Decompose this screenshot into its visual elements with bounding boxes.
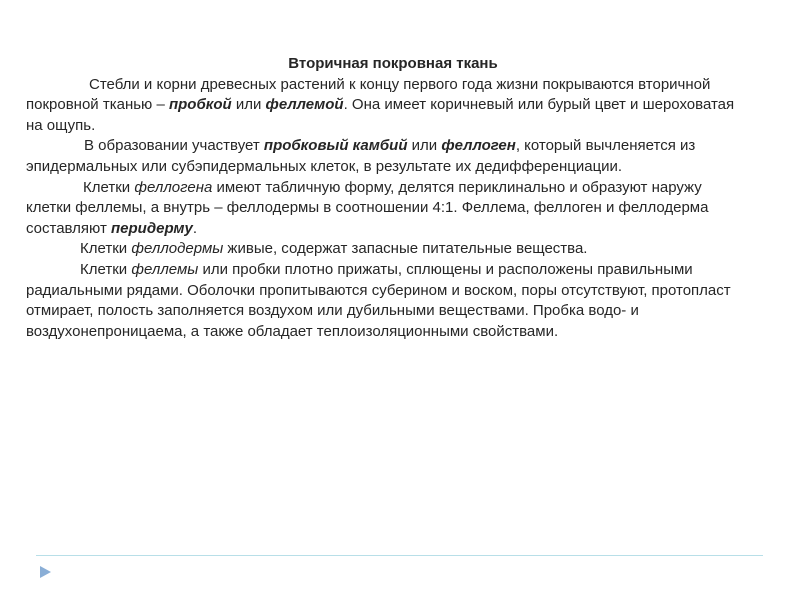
paragraph-2-text-e: , который вычленяется из эпидермальных или субэпидермальных клеток, в результате их дедифференциации. bbox=[26, 137, 696, 175]
paragraph-5-text-a: Клетки bbox=[80, 260, 132, 278]
triangle-right-icon bbox=[40, 566, 51, 578]
paragraph-4 bbox=[26, 239, 746, 260]
paragraph-1-text-c: или bbox=[231, 96, 266, 114]
paragraph-3-text-a: Клетки bbox=[83, 178, 135, 196]
paragraph-3-text-c: имеют табличную форму, делятся периклинально и образуют наружу клетки феллемы, а внутрь – феллодермы в соотношении 4:1. Феллема, феллоген и феллодерма составляют bbox=[26, 178, 709, 237]
term-fellemy: феллемы bbox=[131, 260, 199, 278]
paragraph-1-text-a: Стебли и корни древесных растений к концу первого года жизни покрываются вторичной покровной тканью – bbox=[26, 75, 711, 114]
slide-text bbox=[26, 54, 746, 342]
paragraph-1 bbox=[26, 75, 746, 137]
paragraph-1-text-e: . Она имеет коричневый или бурый цвет и шероховатая на ощупь. bbox=[26, 96, 735, 134]
term-peridermu: перидерму bbox=[111, 219, 193, 237]
paragraph-5 bbox=[26, 260, 746, 342]
term-fellodermy: феллодермы bbox=[131, 240, 224, 258]
paragraph-3 bbox=[26, 178, 746, 240]
footer-divider bbox=[36, 555, 763, 556]
term-fellogen: феллоген bbox=[441, 137, 516, 155]
paragraph-2-text-c: или bbox=[407, 137, 442, 155]
slide-title: Вторичная покровная ткань bbox=[288, 55, 498, 72]
paragraph-2-text-a: В образовании участвует bbox=[84, 137, 264, 155]
paragraph-4-text-c: живые, содержат запасные питательные вещества. bbox=[223, 240, 588, 258]
paragraph-5-text-c: или пробки плотно прижаты, сплющены и расположены правильными радиальными рядами. Оболочки пропитываются суберином и воском, поры отсутствуют, протопласт отмирает, полость заполняется воздухом или дубильными веществами. Пробка водо- и воздухонепроницаема, а также обладает теплоизоляционными свойствами. bbox=[26, 260, 731, 340]
paragraph-4-text-a: Клетки bbox=[80, 240, 132, 258]
term-probka: пробкой bbox=[168, 96, 232, 114]
paragraph-2 bbox=[26, 136, 746, 177]
term-fellogena: феллогена bbox=[134, 178, 213, 196]
paragraph-3-text-e: . bbox=[192, 219, 198, 237]
term-fellema: феллемой bbox=[265, 96, 344, 114]
term-probkovyi-kambii: пробковый камбий bbox=[263, 137, 408, 155]
